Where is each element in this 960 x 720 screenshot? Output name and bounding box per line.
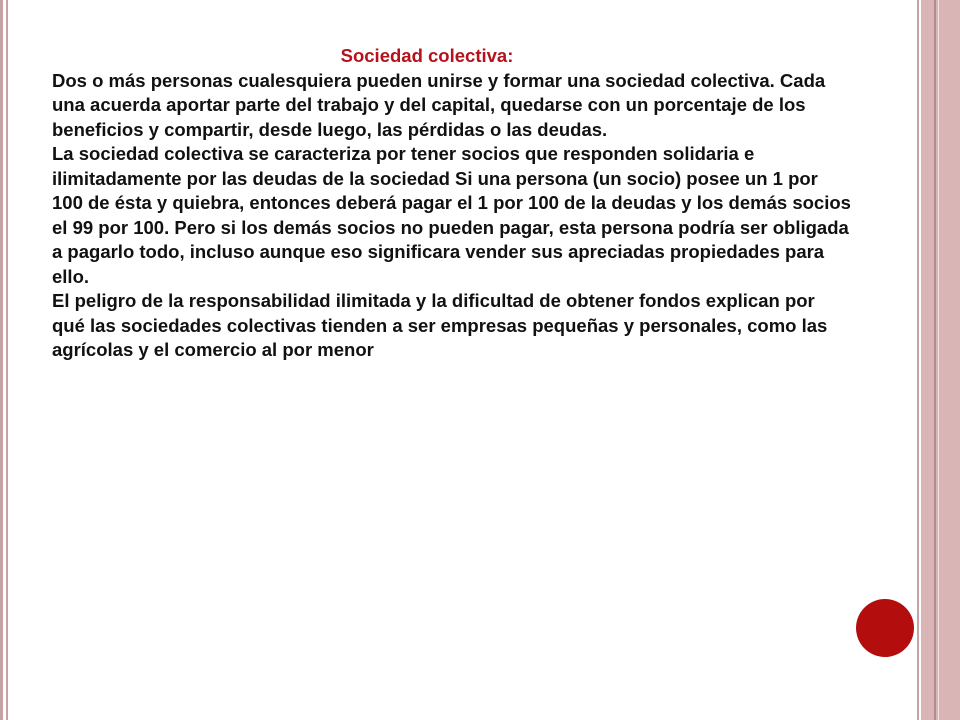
- paragraph-characteristics: La sociedad colectiva se caracteriza por tener socios que responden solidaria e ilimitadamente por las deudas de la sociedad Si una persona (un socio) posee un 1 por 100 de ésta y quiebra, entonces deberá pagar el 1 por 100 de la deudas y los demás socios el 99 por 100. Pero si los demás socios no pueden pagar, esta persona podría ser obligada a pagarlo todo, incluso aunque eso significara vender sus apreciadas propiedades para ello.: [52, 143, 851, 287]
- slide-body: [52, 44, 852, 363]
- left-border-outer: [0, 0, 3, 720]
- right-panel-highlight: [938, 0, 939, 720]
- right-panel-line: [934, 0, 936, 720]
- decorative-circle: [856, 599, 914, 657]
- paragraph-limitations: El peligro de la responsabilidad ilimitada y la dificultad de obtener fondos explican por qué las sociedades colectivas tienden a ser empresas pequeñas y personales, como las agrícolas y el comercio al por menor: [52, 290, 828, 360]
- left-border-inner: [6, 0, 8, 720]
- paragraph-definition: Dos o más personas cualesquiera pueden unirse y formar una sociedad colectiva. Cada una acuerda aportar parte del trabajo y del capital, quedarse con un porcentaje de los beneficios y compartir, desde luego, las pérdidas o las deudas.: [52, 69, 826, 140]
- right-decorative-panel: [921, 0, 960, 720]
- right-border-line: [917, 0, 919, 720]
- slide-title: Sociedad colectiva:: [340, 45, 514, 66]
